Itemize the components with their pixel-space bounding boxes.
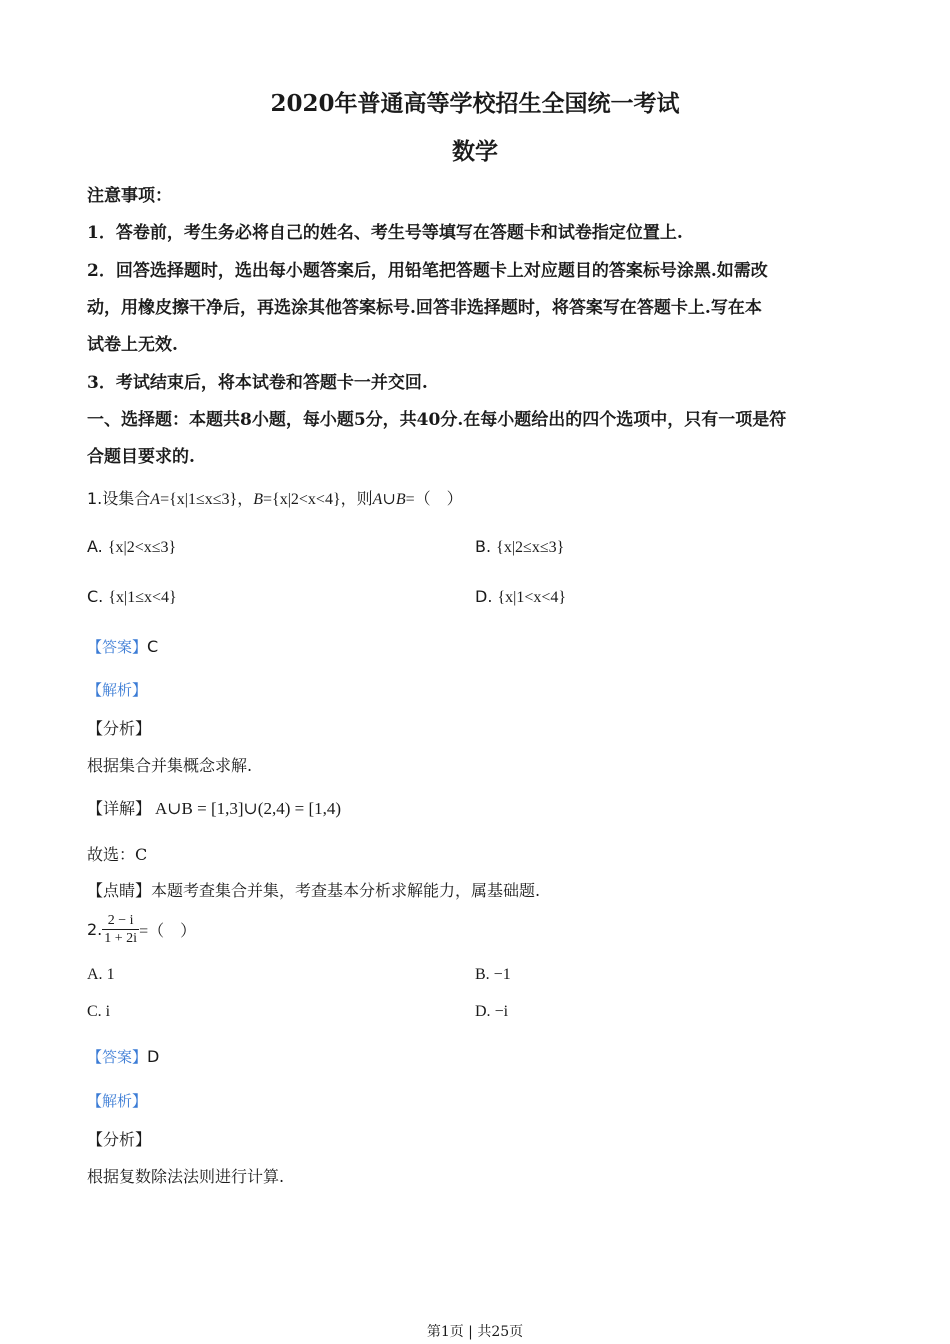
notice-item-1: 1．答卷前，考生务必将自己的姓名、考生号等填写在答题卡和试卷指定位置上. <box>87 223 683 243</box>
section-heading-line-1: 一、选择题：本题共8小题，每小题5分，共40分.在每小题给出的四个选项中，只有一项是符 <box>87 410 787 430</box>
set-b-symbol: B <box>253 491 263 508</box>
set-b-definition: ={x|2<x<4}，则 <box>263 491 373 508</box>
q2-option-b: B. −1 <box>475 966 511 983</box>
exam-title: 2020年普通高等学校招生全国统一考试 <box>270 90 680 117</box>
fraction-numerator: 2 − i <box>102 912 139 930</box>
q1-choose: 故选：C <box>87 845 148 864</box>
q2-fenxi-tag: 【分析】 <box>87 1130 152 1149</box>
page-footer: 第1页 | 共25页 <box>426 1324 524 1340</box>
q1-analysis-tag: 【解析】 <box>87 681 148 699</box>
question-2-number: 2. <box>87 920 103 939</box>
q2-answer <box>87 1046 159 1067</box>
notice-item-3: 3．考试结束后，将本试卷和答题卡一并交回. <box>87 373 428 393</box>
answer-tag: 【答案】 <box>87 638 148 656</box>
set-a-definition: ={x|1≤x≤3}， <box>160 491 254 508</box>
q1-option-a: A. {x|2<x≤3} <box>87 537 177 556</box>
answer-value: C <box>147 637 159 656</box>
subject-title: 数学 <box>452 138 498 165</box>
q1-answer <box>87 636 158 657</box>
notice-item-2-line-2: 动，用橡皮擦干净后，再选涂其他答案标号.回答非选择题时，将答案写在答题卡上.写在本 <box>87 298 762 318</box>
q2-option-d: D. −i <box>475 1003 509 1020</box>
q2-fenxi-text: 根据复数除法法则进行计算. <box>87 1167 285 1186</box>
section-heading-line-2: 合题目要求的. <box>87 447 195 467</box>
q1-option-b: B. {x|2≤x≤3} <box>475 537 565 556</box>
notice-item-2-line-3: 试卷上无效. <box>87 335 178 355</box>
notice-heading: 注意事项： <box>87 186 172 206</box>
q1-fenxi-text: 根据集合并集概念求解. <box>87 756 253 775</box>
q1-option-c: C. {x|1≤x<4} <box>87 587 177 606</box>
question-1-stem <box>87 486 463 509</box>
q1-detail <box>87 796 341 819</box>
question-2-suffix: =（ ） <box>139 923 197 940</box>
detail-tag: 【详解】 <box>87 799 152 818</box>
question-2-fraction <box>102 912 139 947</box>
question-1-prefix: 设集合 <box>102 489 151 508</box>
answer-value: D <box>147 1047 160 1066</box>
q1-comment <box>87 878 540 901</box>
notice-item-2-line-1: 2．回答选择题时，选出每小题答案后，用铅笔把答题卡上对应题目的答案标号涂黑.如需改 <box>87 261 768 281</box>
detail-expression: A∪B = [1,3]∪(2,4) = [1,4) <box>155 799 342 818</box>
question-1-suffix: =（ ） <box>405 491 463 508</box>
set-a-symbol: A <box>150 491 161 508</box>
answer-tag: 【答案】 <box>87 1048 148 1066</box>
q2-option-c: C. i <box>87 1003 111 1020</box>
comment-text: 本题考查集合并集，考查基本分析求解能力，属基础题. <box>151 881 541 900</box>
union-expression: A∪B <box>372 491 406 508</box>
fraction-denominator: 1 + 2i <box>104 931 138 946</box>
q1-option-d: D. {x|1<x<4} <box>475 587 567 606</box>
q1-fenxi-tag: 【分析】 <box>87 719 152 738</box>
q2-analysis-tag: 【解析】 <box>87 1092 148 1110</box>
q2-option-a: A. 1 <box>87 966 115 983</box>
question-2-stem <box>87 912 196 947</box>
question-1-number: 1. <box>87 489 103 508</box>
comment-tag: 【点睛】 <box>87 881 152 900</box>
